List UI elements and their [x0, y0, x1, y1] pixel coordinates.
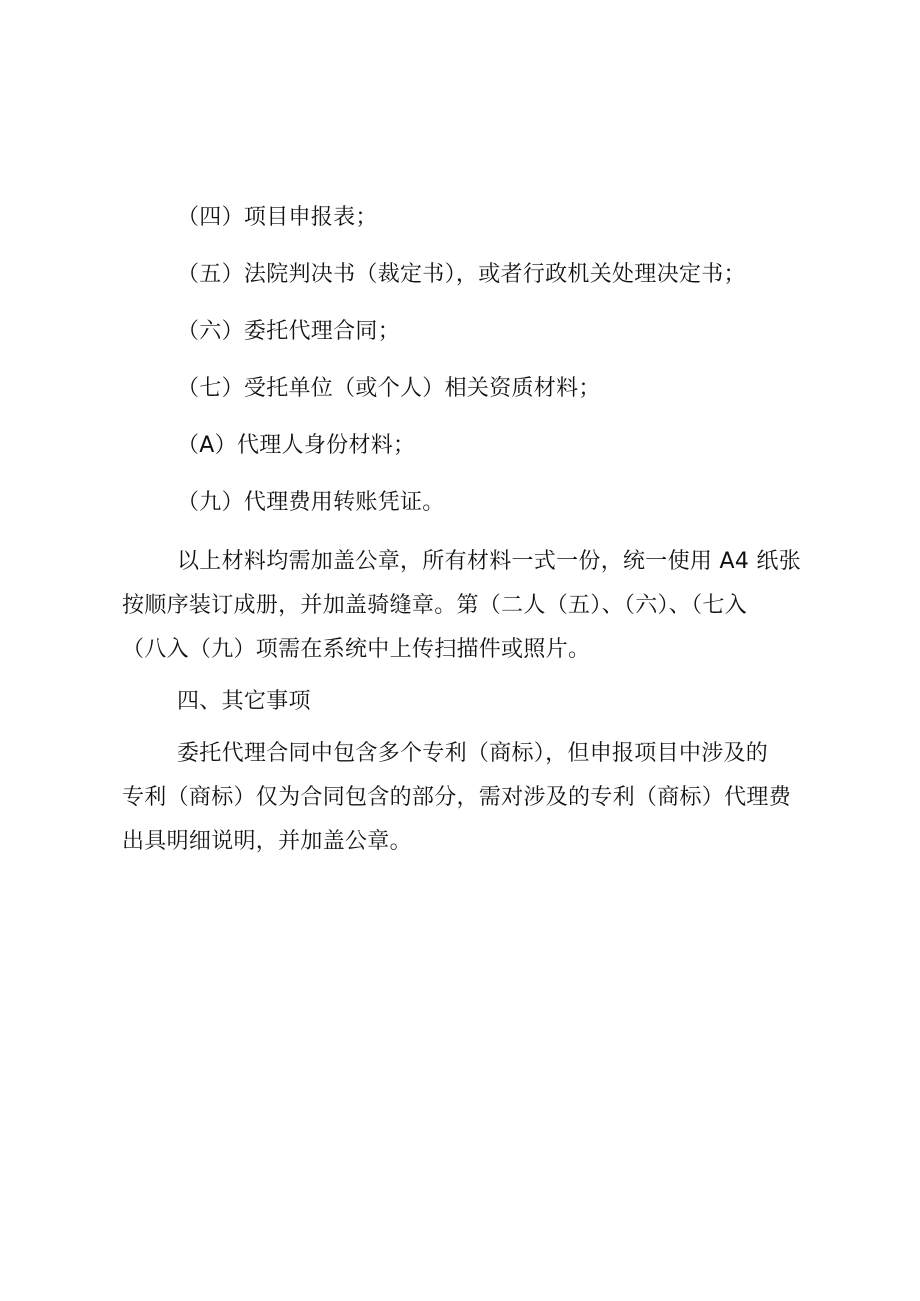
list-item-8: （A）代理人身份材料； [177, 433, 416, 458]
document-body [122, 198, 812, 864]
paragraph-line: （八入（九）项需在系统中上传扫描件或照片。 [122, 637, 591, 662]
list-item-5: （五）法院判决书（裁定书），或者行政机关处理决定书； [177, 262, 746, 287]
paragraph-line: 专利（商标）仅为合同包含的部分，需对涉及的专利（商标）代理费 [122, 785, 792, 810]
list-item-4: （四）项目申报表； [177, 205, 378, 230]
section-heading: 四、其它事项 [177, 689, 311, 714]
paragraph-line: 按顺序装订成册，并加盖骑缝章。第（二人（五）、（六）、（七入 [122, 593, 748, 618]
paragraph-line: 以上材料均需加盖公章，所有材料一式一份，统一使用 A4 纸张 [177, 549, 802, 574]
list-item-7: （七）受托单位（或个人）相关资质材料； [177, 376, 601, 401]
other-matters-paragraph [122, 732, 812, 864]
paragraph-line: 出具明细说明，并加盖公章。 [122, 829, 412, 854]
list-item-9: （九）代理费用转账凭证。 [177, 490, 445, 515]
list-item-6: （六）委托代理合同； [177, 319, 401, 344]
paragraph-line: 委托代理合同中包含多个专利（商标），但申报项目中涉及的 [177, 741, 769, 766]
materials-paragraph [122, 540, 812, 672]
